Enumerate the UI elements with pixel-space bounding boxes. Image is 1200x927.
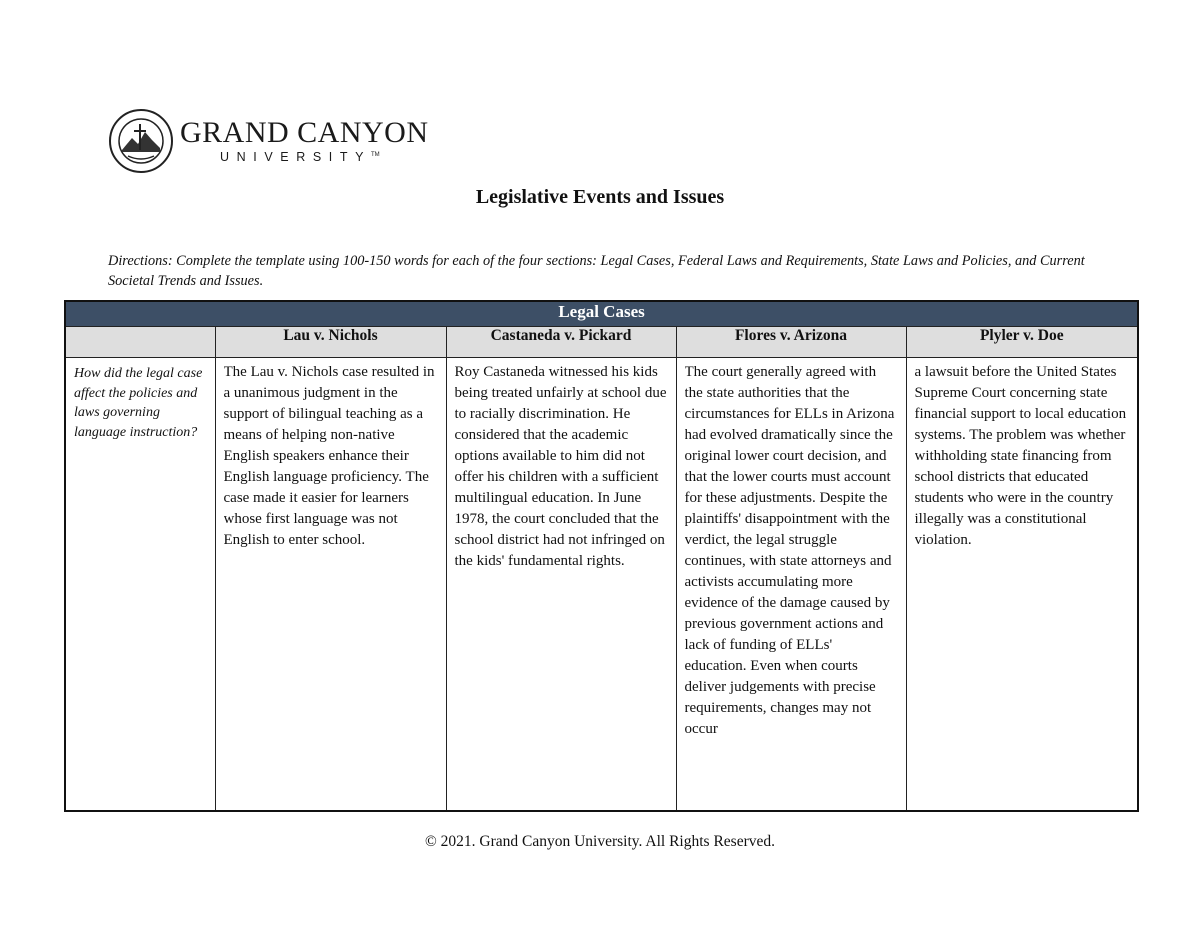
university-logo xyxy=(108,108,429,174)
page-title: Legislative Events and Issues xyxy=(475,186,725,208)
column-header-empty xyxy=(65,327,215,358)
table-banner: Legal Cases xyxy=(65,301,1138,327)
logo-name-top: GRAND CANYON xyxy=(180,116,429,149)
cell-plyler-v-doe: a lawsuit before the United States Supreme Court concerning state financial support to local education systems. The problem was whether withholding state financing from school districts that educated students who were in the country illegally was a constitutional violation. xyxy=(914,364,1127,548)
column-header-flores-v-arizona: Flores v. Arizona xyxy=(676,327,906,358)
trademark-mark: TM xyxy=(371,151,380,158)
copyright-footer: © 2021. Grand Canyon University. All Rights Reserved. xyxy=(424,833,775,850)
column-header-lau-v-nichols: Lau v. Nichols xyxy=(215,327,446,358)
column-header-castaneda-v-pickard: Castaneda v. Pickard xyxy=(446,327,676,358)
directions-text: Directions: Complete the template using 100-150 words for each of the four sections: Legal Cases, Federal Laws and Requirements, State Laws and Policies, and Current Societal Trends and Issues. xyxy=(108,253,1085,289)
cell-flores-v-arizona: The court generally agreed with the state authorities that the circumstances for ELLs in Arizona had evolved dramatically since the original lower court decision, and that the lower courts must account for these adjustments. Despite the plaintiffs' disappointment with the verdict, the legal struggle continues, with state attorneys and activists accumulating more evidence of the damage caused by previous government actions and lack of funding of ELLs' education. Even when courts deliver judgements with precise requirements, changes may not occur xyxy=(684,364,895,737)
cell-lau-v-nichols: The Lau v. Nichols case resulted in a unanimous judgment in the support of bilingual teaching as a means of helping non-native English speakers enhance their English language proficiency. The case made it easier for learners whose first language was not English to enter school. xyxy=(223,364,435,548)
table-row xyxy=(65,358,1138,812)
logo-name-bottom: UNIVERSITY xyxy=(220,150,372,164)
column-header-plyler-v-doe: Plyler v. Doe xyxy=(906,327,1138,358)
legal-cases-table xyxy=(64,300,1139,812)
row-question: How did the legal case affect the policies and laws governing language instruction? xyxy=(65,358,215,812)
cell-castaneda-v-pickard: Roy Castaneda witnessed his kids being treated unfairly at school due to racially discrimination. He considered that the academic options available to him did not offer his children with a sufficient multilingual education. In June 1978, the court concluded that the school district had not infringed on the kids' fundamental rights. xyxy=(454,364,667,569)
university-seal-icon xyxy=(108,108,174,174)
